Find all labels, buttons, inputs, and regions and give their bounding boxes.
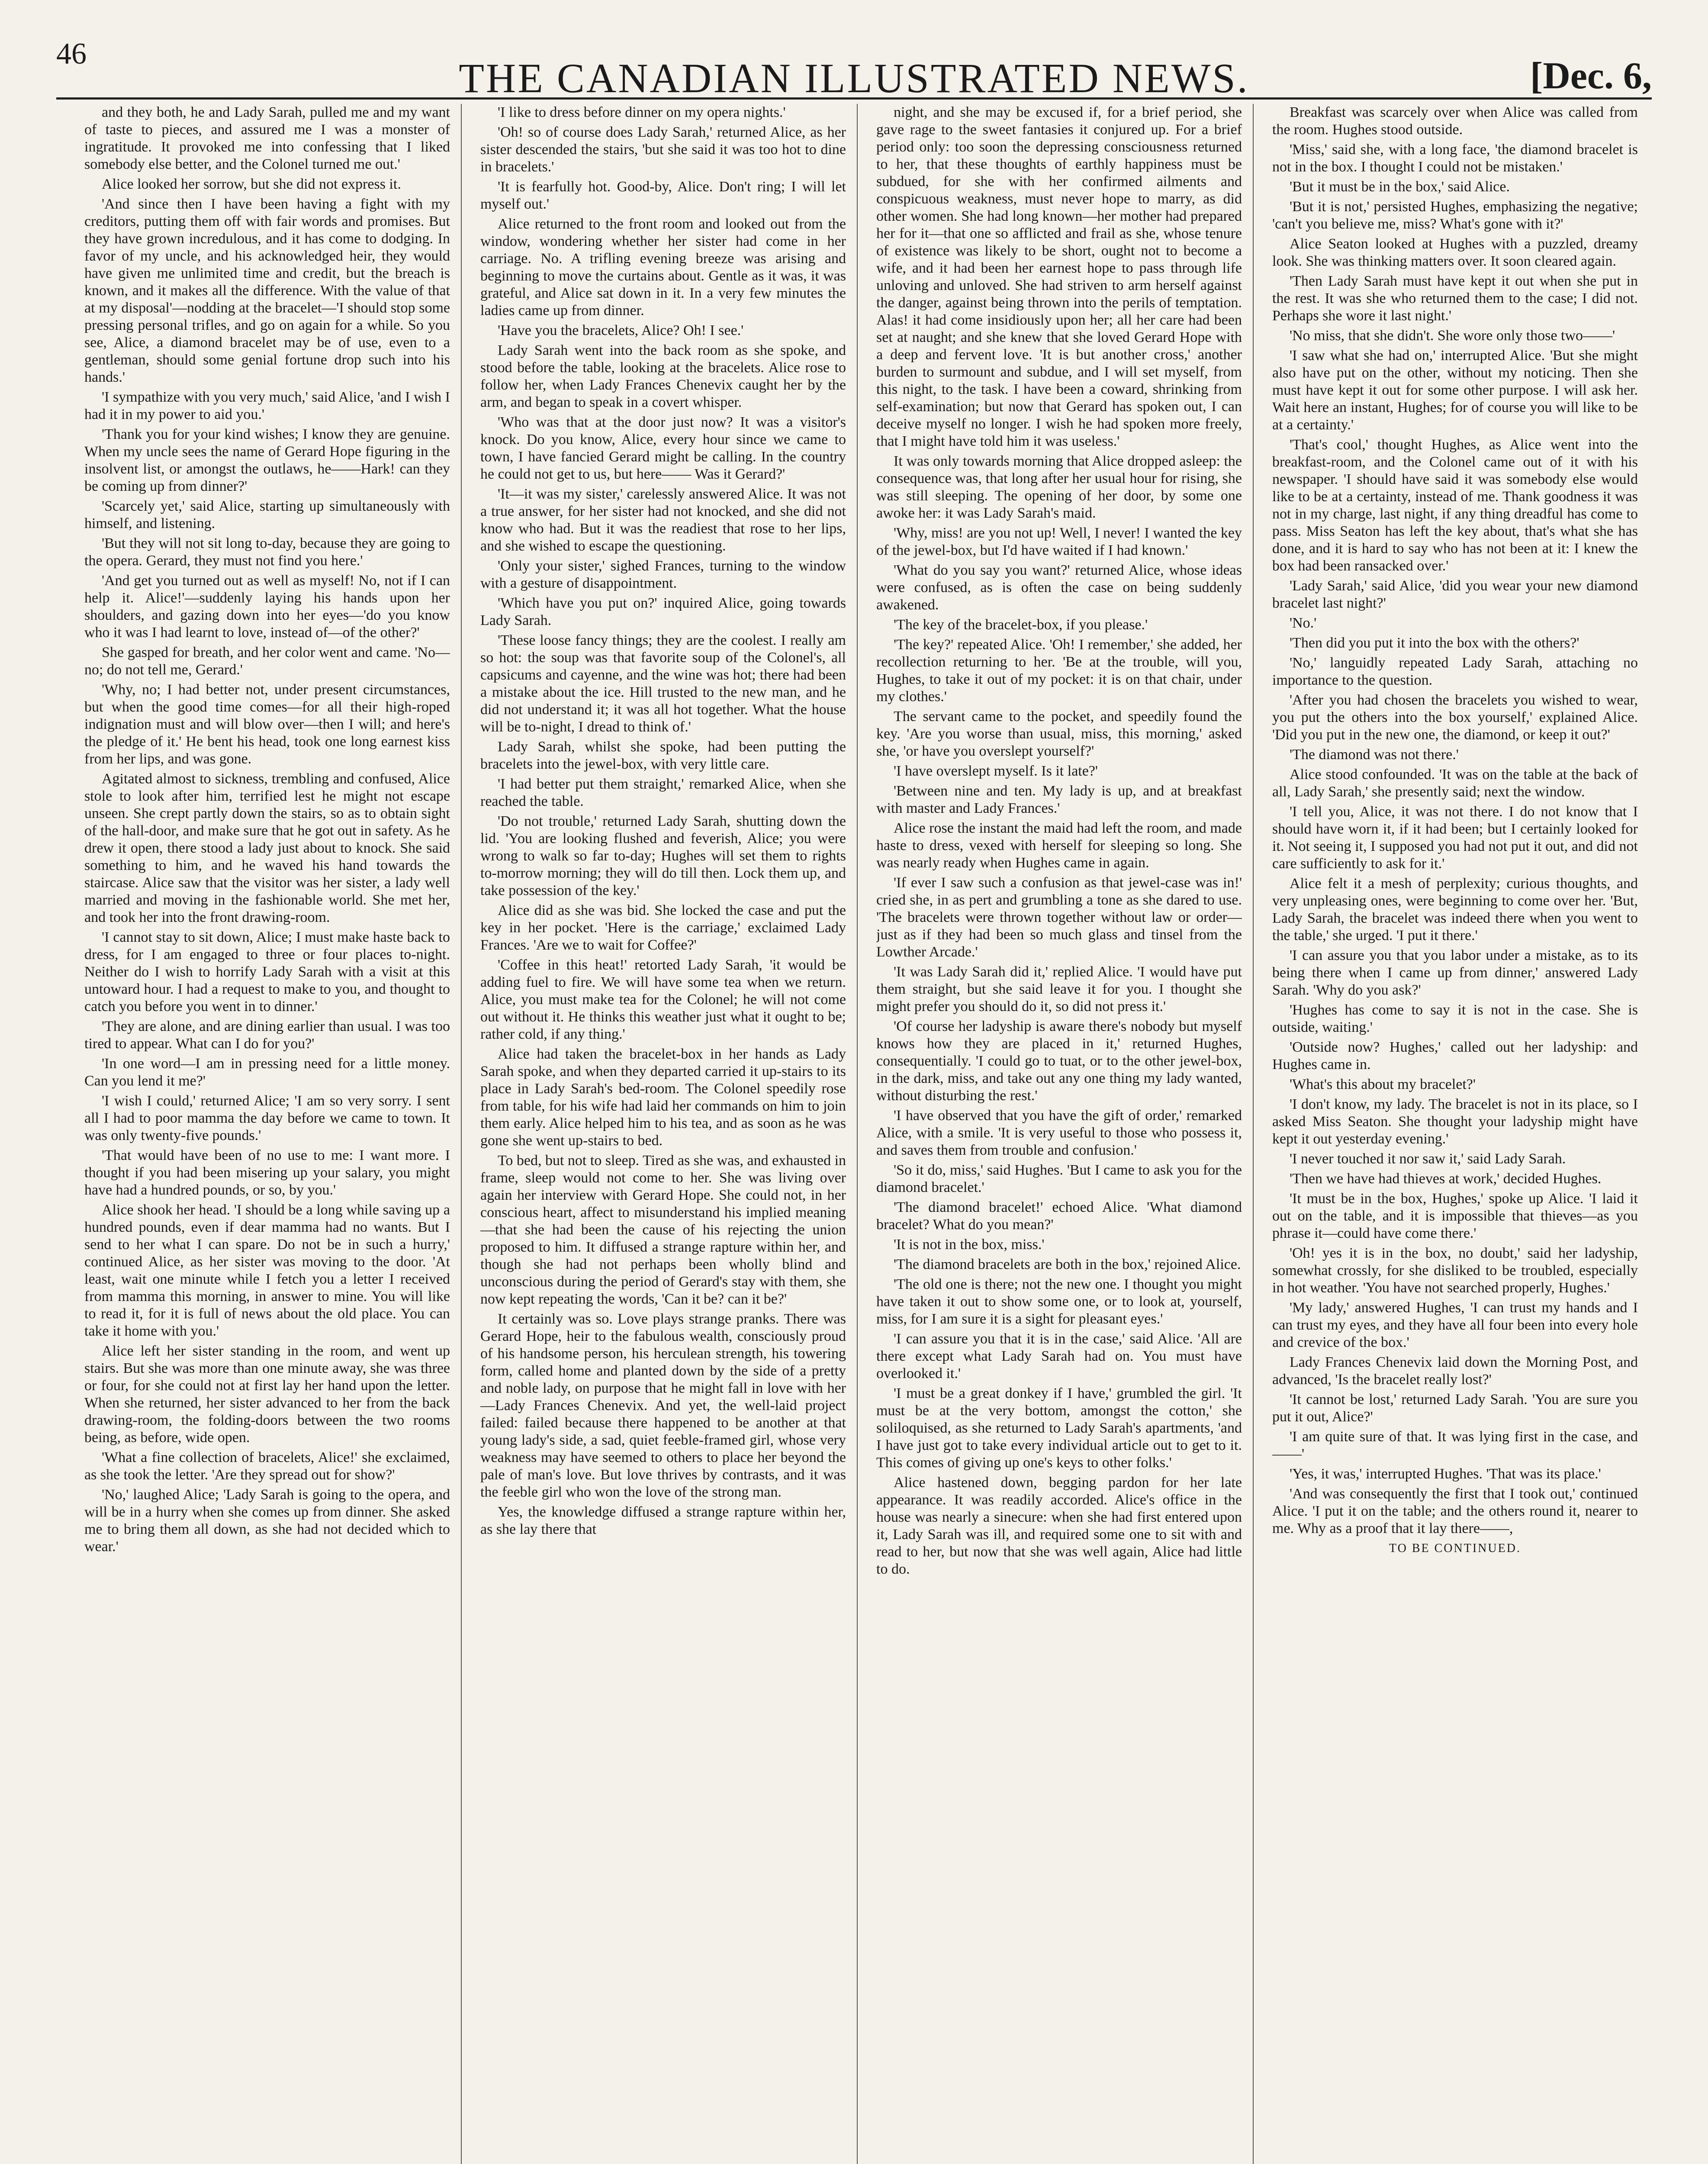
paragraph: Alice shook her head. 'I should be a long while saving up a hundred pounds, even if dear mamma had no wants. But I send to her what I can spare. Do not be in such a hurry,' continued Alice, as her sister was moving to the door. 'At least, wait one minute while I fetch you a letter I received from mamma this morning, in answer to mine. You will like to read it, for it is full of news about the old place. You can take it home with you.'	[84, 1202, 450, 1339]
paragraph: 'Of course her ladyship is aware there's nobody but myself knows how they are placed in it,' returned Hughes, consequentially. 'I could go to tuat, or to the other jewel-box, in the dark, miss, and take out any one thing my lady wanted, without disturbing the rest.'	[876, 1018, 1242, 1104]
paragraph: 'What's this about my bracelet?'	[1290, 1076, 1476, 1092]
page-header	[56, 37, 1652, 100]
paragraph: Alice rose the instant the maid had left the room, and made haste to dress, vexed with herself for sleeping so long. She was nearly ready when Hughes came in again.	[876, 820, 1242, 871]
paragraph: 'I wish I could,' returned Alice; 'I am so very sorry. I sent all I had to poor mamma the day before we came to town. It was only twenty-five pounds.'	[84, 1093, 450, 1143]
paragraph: 'And was consequently the first that I took out,' continued Alice. 'I put it on the table; and the others round it, nearer to me. Why as a proof that it lay there——,	[1272, 1486, 1638, 1536]
paragraph: Alice left her sister standing in the room, and went up stairs. But she was more than one minute away, she was three or four, for she could not at first lay her hand upon the letter. When she returned, her sister advanced to her from the back drawing-room, the folding-doors between the two rooms being, as before, wide open.	[84, 1343, 450, 1446]
paragraph: She gasped for breath, and her color went and came. 'No—no; do not tell me, Gerard.'	[84, 644, 450, 678]
paragraph: 'I saw what she had on,' interrupted Alice. 'But she might also have put on the other, without my noticing. Then she must have kept it out for some other purpose. I will ask her. Wait here an instant, Hughes; for of course you will like to be at a certainty.'	[1272, 348, 1638, 433]
paragraph: 'I must be a great donkey if I have,' grumbled the girl. 'It must be at the very bottom, amongst the cotton,' she soliloquised, as she returned to Lady Sarah's apartments, 'and I have just got to take every individual article out to get to it. This comes of giving up one's keys to other folks.'	[876, 1385, 1242, 1471]
paragraph: 'It—it was my sister,' carelessly answered Alice. It was not a true answer, for her sister had not knocked, and she did not know who had. But it was the readiest that rose to her lips, and she wished to escape the questioning.	[480, 486, 846, 554]
paragraph: 'Then Lady Sarah must have kept it out when she put in the rest. It was she who returned them to the case; I did not. Perhaps she wore it last night.'	[1272, 273, 1638, 324]
paragraph: 'That's cool,' thought Hughes, as Alice went into the breakfast-room, and the Colonel came out of it with his newspaper. 'I should have said it was somebody else would like to be at a certainty, instead of me. Thank goodness it was not in my charge, last night, if any thing dreadful has come to pass. Miss Seaton has left the key about, that's what she has done, and it is hard to say who has not been at it: I knew the box had been ransacked over.'	[1272, 437, 1638, 574]
paragraph: 'Why, no; I had better not, under present circumstances, but when the good time comes—for all their high-roped indignation must and will blow over—then I will; and here's the pledge of it.' He bent his head, took one long earnest kiss from her lips, and was gone.	[84, 682, 450, 767]
paragraph: 'The key?' repeated Alice. 'Oh! I remember,' she added, her recollection returning to her. 'Be at the trouble, will you, Hughes, to take it out of my pocket: it is on that chair, under my clothes.'	[876, 637, 1242, 705]
issue-date: [Dec. 6,	[1530, 55, 1652, 97]
paragraph: 'I can assure you that it is in the case,' said Alice. 'All are there except what Lady Sarah had on. You must have overlooked it.'	[876, 1331, 1242, 1381]
paragraph: 'It was Lady Sarah did it,' replied Alice. 'I would have put them straight, but she said leave it for you. I thought she might prefer you should do it, so did not press it.'	[876, 964, 1242, 1014]
paragraph: 'I can assure you that you labor under a mistake, as to its being there when I came up from dinner,' answered Lady Sarah. 'Why do you ask?'	[1272, 947, 1638, 998]
paragraph: 'Why, miss! are you not up! Well, I never! I wanted the key of the jewel-box, but I'd have waited if I had known.'	[876, 525, 1242, 558]
column-divider	[857, 104, 858, 2164]
paragraph: 'My lady,' answered Hughes, 'I can trust my hands and I can trust my eyes, and they have all four been into every hole and crevice of the box.'	[1272, 1300, 1638, 1350]
paragraph: 'Do not trouble,' returned Lady Sarah, shutting down the lid. 'You are looking flushed and feverish, Alice; you were wrong to walk so far to-day; Hughes will set them to rights to-morrow morning; they will do till then. Lock them up, and take possession of the key.'	[480, 813, 846, 898]
paragraph: 'Oh! yes it is in the box, no doubt,' said her ladyship, somewhat crossly, for she disliked to be troubled, especially in hot weather. 'You have not searched properly, Hughes.'	[1272, 1245, 1638, 1296]
paragraph: 'It must be in the box, Hughes,' spoke up Alice. 'I laid it out on the table, and it is impossible that thieves—as you phrase it—could have come there.'	[1272, 1191, 1638, 1241]
paragraph: 'I am quite sure of that. It was lying first in the case, and——'	[1272, 1429, 1638, 1462]
paragraph: 'Outside now? Hughes,' called out her ladyship: and Hughes came in.	[1272, 1039, 1638, 1072]
paragraph: Yes, the knowledge diffused a strange rapture within her, as she lay there that	[480, 1504, 846, 1537]
paragraph: 'What a fine collection of bracelets, Alice!' she exclaimed, as she took the letter. 'Are they spread out for show?'	[84, 1449, 450, 1483]
paragraph: Alice returned to the front room and looked out from the window, wondering whether her sister had come in her carriage. No. A trifling evening breeze was arising and beginning to move the curtains about. Gentle as it was, it was grateful, and Alice sat down in it. In a very few minutes the ladies came up from dinner.	[480, 216, 846, 319]
paragraph: Agitated almost to sickness, trembling and confused, Alice stole to look after him, terrified lest he might not escape unseen. She crept partly down the stairs, so as to obtain sight of the hall-door, and make sure that he got out in safety. As he drew it open, there stood a lady just about to knock. She said something to him, and he waved his hand towards the staircase. Alice saw that the visitor was her sister, a lady well married and moving in the fashionable world. She met her, and took her into the front drawing-room.	[84, 771, 450, 925]
paragraph: The servant came to the pocket, and speedily found the key. 'Are you worse than usual, miss, this morning,' asked she, 'or have you overslept yourself?'	[876, 708, 1242, 759]
paragraph: 'No,' languidly repeated Lady Sarah, attaching no importance to the question.	[1272, 655, 1638, 688]
paragraph: 'Who was that at the door just now? It was a visitor's knock. Do you know, Alice, every hour since we came to town, I have fancied Gerard might be calling. In the country he could not get to us, but here—— Was it Gerard?'	[480, 414, 846, 482]
paragraph: Alice Seaton looked at Hughes with a puzzled, dreamy look. She was thinking matters over. It soon cleared again.	[1272, 236, 1638, 269]
paragraph: 'I sympathize with you very much,' said Alice, 'and I wish I had it in my power to aid you.'	[84, 389, 450, 422]
paragraph: 'I have observed that you have the gift of order,' remarked Alice, with a smile. 'It is very useful to those who possess it, and saves them from trouble and confusion.'	[876, 1108, 1242, 1158]
text-columns	[84, 104, 1638, 2164]
paragraph: 'The diamond bracelet!' echoed Alice. 'What diamond bracelet? What do you mean?'	[876, 1199, 1242, 1233]
paragraph: 'It is not in the box, miss.'	[894, 1237, 1045, 1253]
paragraph: 'That would have been of no use to me: I want more. I thought if you had been misering up your salary, you might have had a hundred pounds, or so, by you.'	[84, 1147, 450, 1198]
paragraph: 'No.'	[1290, 615, 1317, 631]
paragraph: night, and she may be excused if, for a brief period, she gave rage to the sweet fantasies it conjured up. For a brief period only: too soon the depressing consciousness returned to her, that these thoughts of earthly happiness must be subdued, for she with her confirmed ailments and conspicuous weakness, must never hope to marry, as did other women. She had long known—her mother had prepared her for it—that one so afflicted and frail as she, whose tenure of existence was likely to be short, ought not to become a wife, and it had been her earnest hope to pass through life unloving and unloved. She had striven to arm herself against the danger, against being thrown into the perils of temptation. Alas! it had come insidiously upon her; all her care had been set at naught; and she knew that she loved Gerard Hope with a deep and fervent love. 'It is but another cross,' another burden to surmount and subdue, and I will set myself, from this night, to the task. I have been a coward, shrinking from self-examination; but now that Gerard has spoken out, I can deceive myself no longer. I wish he had spoken more freely, that I might have told him it was useless.'	[876, 104, 1242, 449]
column-divider	[1253, 104, 1254, 2164]
paragraph: 'The old one is there; not the new one. I thought you might have taken it out to show some one, or to look at, yourself, miss, for I am sure it is a sight for pleasant eyes.'	[876, 1276, 1242, 1327]
paragraph: 'Then did you put it into the box with the others?'	[1290, 635, 1579, 651]
paragraph: 'No,' laughed Alice; 'Lady Sarah is going to the opera, and will be in a hurry when she comes up from dinner. She asked me to bring them all down, as she had not decided which to wear.'	[84, 1487, 450, 1555]
paragraph: Alice hastened down, begging pardon for her late appearance. It was readily accorded. Alice's office in the house was nearly a sinecure: when she had first entered upon it, Lady Sarah was ill, and required some one to sit with and read to her, but now that she was well again, Alice had little to do.	[876, 1475, 1242, 1577]
paragraph: 'Yes, it was,' interrupted Hughes. 'That was its place.'	[1290, 1466, 1601, 1482]
paragraph: 'I like to dress before dinner on my opera nights.'	[498, 104, 786, 120]
paragraph: 'Then we have had thieves at work,' decided Hughes.	[1290, 1171, 1602, 1187]
paragraph: 'Lady Sarah,' said Alice, 'did you wear your new diamond bracelet last night?'	[1272, 578, 1638, 611]
paragraph: It certainly was so. Love plays strange pranks. There was Gerard Hope, heir to the fabulous wealth, consciously proud of his handsome person, his herculean strength, his towering form, called home and planted down by the side of a pretty and noble lady, on purpose that he might fall in love with her—Lady Frances Chenevix. And yet, the well-laid project failed: failed because there happened to be another at that young lady's side, a sad, quiet feeble-framed girl, whose very weakness may have seemed to others to place her beyond the pale of man's love. But love thrives by contrasts, and it was the feeble girl who won the love of the strong man.	[480, 1311, 846, 1500]
paragraph: 'I tell you, Alice, it was not there. I do not know that I should have worn it, if it had been; but I certainly looked for it. Not seeing it, I supposed you had not put it out, and did not care sufficiently to ask for it.'	[1272, 804, 1638, 872]
paragraph: Alice had taken the bracelet-box in her hands as Lady Sarah spoke, and when they departed carried it up-stairs to its place in Lady Sarah's bed-room. The Colonel speedily rose from table, for his wife had laid her commands on him to join them early. Alice helped him to his tea, and as soon as he was gone she went up-stairs to bed.	[480, 1046, 846, 1149]
paragraph: 'It cannot be lost,' returned Lady Sarah. 'You are sure you put it out, Alice?'	[1272, 1391, 1638, 1425]
page-number: 46	[56, 37, 87, 71]
paragraph: 'So it do, miss,' said Hughes. 'But I came to ask you for the diamond bracelet.'	[876, 1162, 1242, 1195]
paragraph: 'These loose fancy things; they are the coolest. I really am so hot: the soup was that favorite soup of the Colonel's, all capsicums and cayenne, and the wine was hot; there had been a mistake about the ice. Hill trusted to the new man, and he did not understand it; it was all hot together. What the house will be to-night, I dread to think of.'	[480, 632, 846, 735]
paragraph: 'I don't know, my lady. The bracelet is not in its place, so I asked Miss Seaton. She thought your ladyship might have kept it out yesterday evening.'	[1272, 1096, 1638, 1147]
paragraph: 'Miss,' said she, with a long face, 'the diamond bracelet is not in the box. I thought I could not be mistaken.'	[1272, 142, 1638, 175]
paragraph: Alice felt it a mesh of perplexity; curious thoughts, and very unpleasing ones, were beginning to come over her. 'But, Lady Sarah, the bracelet was indeed there when you went to the table,' she urged. 'I put it there.'	[1272, 876, 1638, 944]
column-4	[1272, 104, 1638, 2164]
paragraph: 'And get you turned out as well as myself! No, not if I can help it. Alice!'—suddenly laying his hands upon her shoulders, and gazing down into her eyes—'do you know who it was I had learnt to love, instead of—of the other?'	[84, 573, 450, 641]
column-divider	[461, 104, 462, 2164]
paragraph: and they both, he and Lady Sarah, pulled me and my want of taste to pieces, and assured me I was a monster of ingratitude. It provoked me into confessing that I liked somebody else better, and the Colonel turned me out.'	[84, 104, 450, 172]
paragraph: Breakfast was scarcely over when Alice was called from the room. Hughes stood outside.	[1272, 104, 1638, 138]
paragraph: 'I never touched it nor saw it,' said Lady Sarah.	[1290, 1151, 1566, 1167]
newspaper-title: THE CANADIAN ILLUSTRATED NEWS.	[459, 55, 1249, 101]
paragraph: Lady Frances Chenevix laid down the Morning Post, and advanced, 'Is the bracelet really lost?'	[1272, 1354, 1638, 1388]
paragraph: 'The diamond bracelets are both in the box,' rejoined Alice.	[894, 1256, 1241, 1272]
paragraph: 'But it is not,' persisted Hughes, emphasizing the negative; 'can't you believe me, miss? What's gone with it?'	[1272, 199, 1638, 232]
paragraph: 'If ever I saw such a confusion as that jewel-case was in!' cried she, in as pert and grumbling a tone as she dared to use. 'The bracelets were thrown together without law or order—just as if they had been so much glass and tinsel from the Lowther Arcade.'	[876, 875, 1242, 960]
paragraph: Alice stood confounded. 'It was on the table at the back of all, Lady Sarah,' she presently said; next the window.	[1272, 766, 1638, 800]
paragraph: 'And since then I have been having a fight with my creditors, putting them off with fair words and promises. But they have grown incredulous, and it has come to dodging. In favor of my uncle, and his acknowledged heir, they would have given me unlimited time and credit, but the breach is known, and it makes all the difference. With the value of that at my disposal'—nodding at the bracelet—'I should stop some pressing personal trifles, and go on again for a while. So you see, Alice, a diamond bracelet may be of use, even to a gentleman, should some genial fortune drop such into his hands.'	[84, 196, 450, 385]
column-1	[84, 104, 450, 2164]
paragraph: 'But they will not sit long to-day, because they are going to the opera. Gerard, they must not find you here.'	[84, 535, 450, 569]
paragraph: 'It is fearfully hot. Good-by, Alice. Don't ring; I will let myself out.'	[480, 179, 846, 212]
column-2	[480, 104, 846, 2164]
paragraph: It was only towards morning that Alice dropped asleep: the consequence was, that long after her usual hour for rising, she was still sleeping. The opening of her door, by some one awoke her: it was Lady Sarah's maid.	[876, 453, 1242, 521]
paragraph: 'Have you the bracelets, Alice? Oh! I see.'	[498, 322, 744, 338]
paragraph: 'Which have you put on?' inquired Alice, going towards Lady Sarah.	[480, 595, 846, 628]
paragraph: 'But it must be in the box,' said Alice.	[1290, 179, 1510, 195]
paragraph: 'Thank you for your kind wishes; I know they are genuine. When my uncle sees the name of Gerard Hope figuring in the insolvent list, or amongst the outlaws, he——Hark! can they be coming up from dinner?'	[84, 426, 450, 494]
paragraph: 'They are alone, and are dining earlier than usual. I was too tired to appear. What can I do for you?'	[84, 1018, 450, 1052]
paragraph: Lady Sarah went into the back room as she spoke, and stood before the table, looking at the bracelets. Alice rose to follow her, when Lady Frances Chenevix caught her by the arm, and began to speak in a covert whisper.	[480, 342, 846, 410]
paragraph: 'Only your sister,' sighed Frances, turning to the window with a gesture of disappointment.	[480, 558, 846, 591]
paragraph: 'Coffee in this heat!' retorted Lady Sarah, 'it would be adding fuel to fire. We will have some tea when we return. Alice, you must make tea for the Colonel; he will not come out without it. He thinks this weather just what it ought to be; rather cold, if any thing.'	[480, 957, 846, 1042]
paragraph: 'Between nine and ten. My lady is up, and at breakfast with master and Lady Frances.'	[876, 783, 1242, 816]
paragraph: 'In one word—I am in pressing need for a little money. Can you lend it me?'	[84, 1056, 450, 1089]
paragraph: 'No miss, that she didn't. She wore only those two——'	[1290, 328, 1615, 344]
paragraph: 'After you had chosen the bracelets you wished to wear, you put the others into the box yourself,' explained Alice. 'Did you put in the new one, the diamond, or keep it out?'	[1272, 692, 1638, 743]
paragraph: Lady Sarah, whilst she spoke, had been putting the bracelets into the jewel-box, with very little care.	[480, 739, 846, 772]
paragraph: 'Hughes has come to say it is not in the case. She is outside, waiting.'	[1272, 1002, 1638, 1035]
paragraph: 'Scarcely yet,' said Alice, starting up simultaneously with himself, and listening.	[84, 498, 450, 531]
paragraph: 'The key of the bracelet-box, if you please.'	[894, 617, 1148, 633]
paragraph: Alice looked her sorrow, but she did not express it.	[102, 176, 401, 192]
paragraph: Alice did as she was bid. She locked the case and put the key in her pocket. 'Here is the carriage,' exclaimed Lady Frances. 'Are we to wait for Coffee?'	[480, 902, 846, 953]
paragraph: 'I had better put them straight,' remarked Alice, when she reached the table.	[480, 776, 846, 809]
paragraph: 'I cannot stay to sit down, Alice; I must make haste back to dress, for I am engaged to three or four places to-night. Neither do I wish to horrify Lady Sarah with a visit at this untoward hour. I had a request to make to you, and thought to catch you before you went in to dinner.'	[84, 929, 450, 1014]
paragraph: To bed, but not to sleep. Tired as she was, and exhausted in frame, sleep would not come to her. She was living over again her interview with Gerard Hope. She could not, in her conscious heart, affect to misunderstand his implied meaning—that she had been the cause of his rejecting the union proposed to him. It diffused a strange rapture within her, and though she had not perhaps been wholly blind and unconscious during the period of Gerard's stay with them, she now kept repeating the words, 'Can it be? can it be?'	[480, 1153, 846, 1307]
paragraph: 'What do you say you want?' returned Alice, whose ideas were confused, as is often the case on being suddenly awakened.	[876, 562, 1242, 613]
to-be-continued: TO BE CONTINUED.	[1389, 1542, 1521, 1555]
paragraph: 'I have overslept myself. Is it late?'	[894, 763, 1098, 779]
column-3	[876, 104, 1242, 2164]
paragraph: 'The diamond was not there.'	[1290, 747, 1459, 763]
paragraph: 'Oh! so of course does Lady Sarah,' returned Alice, as her sister descended the stairs, 'but she said it was too hot to dine in bracelets.'	[480, 124, 846, 175]
